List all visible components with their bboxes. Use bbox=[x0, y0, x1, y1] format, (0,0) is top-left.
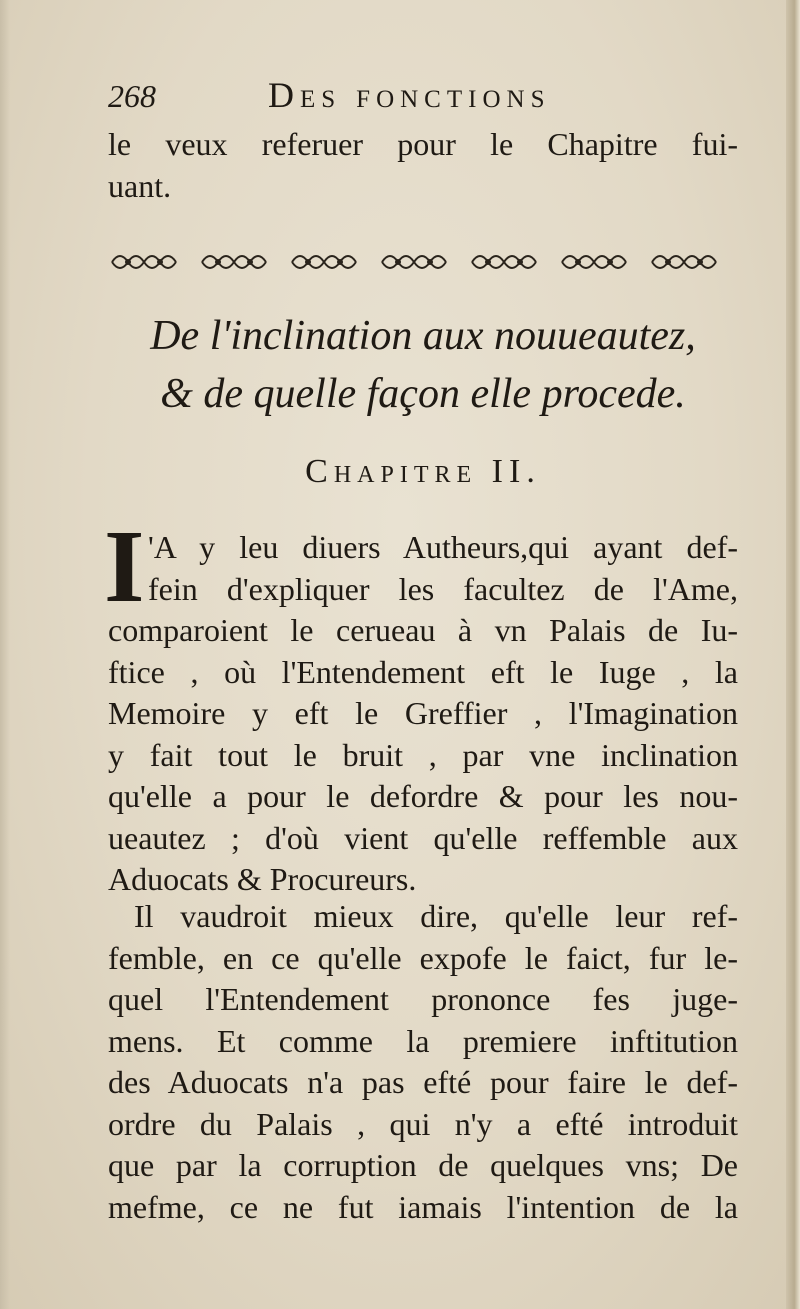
text-line: qu'elle a pour le defordre & pour les nou- bbox=[108, 778, 738, 814]
preceding-text bbox=[108, 124, 738, 207]
section-heading-line-1: De l'inclination aux nouueautez, bbox=[150, 313, 696, 359]
decorative-ornament-band bbox=[108, 242, 738, 282]
text-line: des Aduocats n'a pas efté pour faire le def- bbox=[108, 1064, 738, 1100]
page-number: 268 bbox=[108, 78, 156, 114]
text-line: 'A y leu diuers Autheurs,qui ayant def- bbox=[148, 529, 738, 565]
paragraph-1 bbox=[108, 527, 738, 901]
text-line: ftice , où l'Entendement eft le Iuge , la bbox=[108, 653, 738, 690]
page-edge bbox=[786, 0, 800, 1309]
page-gutter-shadow bbox=[0, 0, 10, 1309]
text-line: quel l'Entendement prononce fes juge- bbox=[108, 981, 738, 1017]
paragraph-2 bbox=[108, 896, 738, 1228]
running-title: Des fonctions bbox=[268, 75, 551, 115]
text-line: femble, en ce qu'elle expofe le faict, fur le- bbox=[108, 939, 738, 976]
text-line: comparoient le cerueau à vn Palais de Iu- bbox=[108, 612, 738, 648]
section-heading-line-2: & de quelle façon elle procede. bbox=[160, 371, 686, 417]
drop-cap: I bbox=[104, 509, 145, 624]
text-line: y fait tout le bruit , par vne inclination bbox=[108, 736, 738, 773]
text-line: ueautez ; d'où vient qu'elle reffemble aux bbox=[108, 819, 738, 856]
text-line: mens. Et comme la premiere inftitution bbox=[108, 1022, 738, 1059]
chapter-label: Chapitre II. bbox=[305, 453, 541, 490]
text-line: ordre du Palais , qui n'y a efté introduit bbox=[108, 1105, 738, 1142]
text-line: que par la corruption de quelques vns; De bbox=[108, 1147, 738, 1183]
text-line: Il vaudroit mieux dire, qu'elle leur ref- bbox=[134, 898, 738, 934]
ornament-motif bbox=[112, 256, 176, 268]
text-line: uant. bbox=[108, 167, 172, 204]
text-line: Memoire y eft le Greffier , l'Imagination bbox=[108, 695, 738, 731]
text-line: fein d'expliquer les facultez de l'Ame, bbox=[148, 570, 738, 607]
text-line: Aduocats & Procureurs. bbox=[108, 861, 417, 897]
text-line: le veux referuer pour le Chapitre fui- bbox=[108, 126, 738, 162]
text-line: mefme, ce ne fut iamais l'intention de la bbox=[108, 1188, 738, 1225]
running-head bbox=[108, 74, 738, 124]
